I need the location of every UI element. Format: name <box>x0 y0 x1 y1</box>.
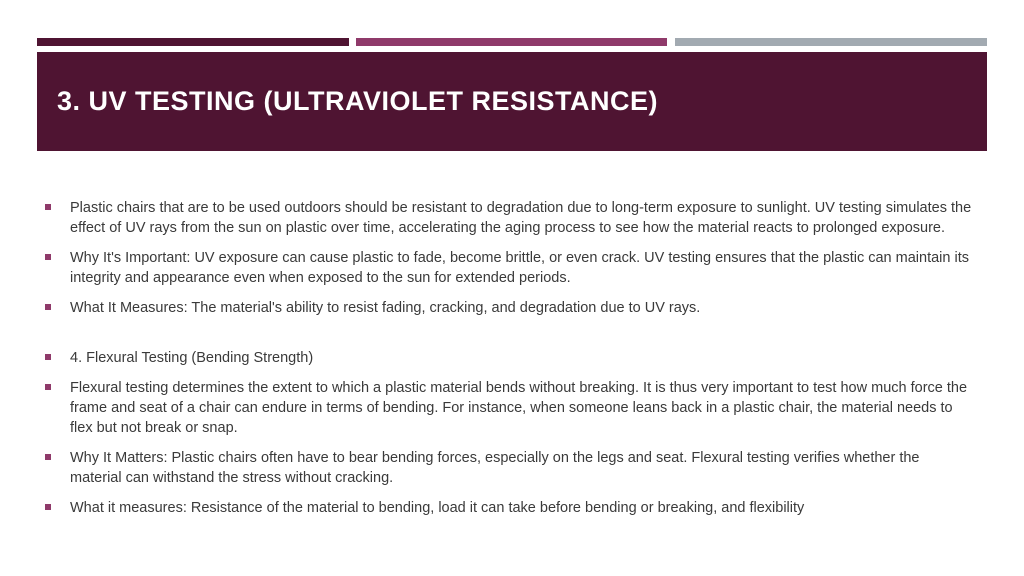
bullet-text: Why It's Important: UV exposure can cause plastic to fade, become brittle, or even crack. UV testing ensures that the plastic can maintain its integrity and appearance even when exposed to the sun for extended periods. <box>70 250 969 286</box>
square-bullet-icon <box>45 354 51 360</box>
bullet-item <box>44 198 974 238</box>
square-bullet-icon <box>45 504 51 510</box>
square-bullet-icon <box>45 254 51 260</box>
bullet-item <box>44 348 974 368</box>
square-bullet-icon <box>45 384 51 390</box>
slide-title: 3. UV TESTING (ULTRAVIOLET RESISTANCE) <box>57 86 659 116</box>
accent-bar-magenta <box>356 38 667 46</box>
bullet-item <box>44 298 974 318</box>
bullet-text: Plastic chairs that are to be used outdoors should be resistant to degradation due to long-term exposure to sunlight. UV testing simulates the effect of UV rays from the sun on plastic over time, accelerating the aging process to see how the material reacts to prolonged exposure. <box>70 200 972 236</box>
bullet-item <box>44 378 974 438</box>
accent-bar-dark <box>37 38 349 46</box>
bullet-item <box>44 448 974 488</box>
bullet-text: What it measures: Resistance of the material to bending, load it can take before bending or breaking, and flexibility <box>70 500 805 516</box>
bullet-item <box>44 498 974 518</box>
bullet-text: Flexural testing determines the extent to which a plastic material bends without breaking. It is thus very important to test how much force the frame and seat of a chair can endure in terms of bending. For instance, when someone leans back in a plastic chair, the material needs to flex but not break or snap. <box>70 380 968 436</box>
accent-bar-gray <box>675 38 987 46</box>
bullet-list <box>44 198 974 518</box>
bullet-text: Why It Matters: Plastic chairs often have to bear bending forces, especially on the legs and seat. Flexural testing verifies whether the material can withstand the stress without cracking. <box>70 450 920 486</box>
square-bullet-icon <box>45 304 51 310</box>
square-bullet-icon <box>45 204 51 210</box>
square-bullet-icon <box>45 454 51 460</box>
bullet-text: What It Measures: The material's ability to resist fading, cracking, and degradation due to UV rays. <box>70 300 701 316</box>
content-area <box>44 198 974 528</box>
bullet-text: 4. Flexural Testing (Bending Strength) <box>70 350 314 366</box>
title-band <box>37 52 987 151</box>
bullet-item <box>44 248 974 288</box>
